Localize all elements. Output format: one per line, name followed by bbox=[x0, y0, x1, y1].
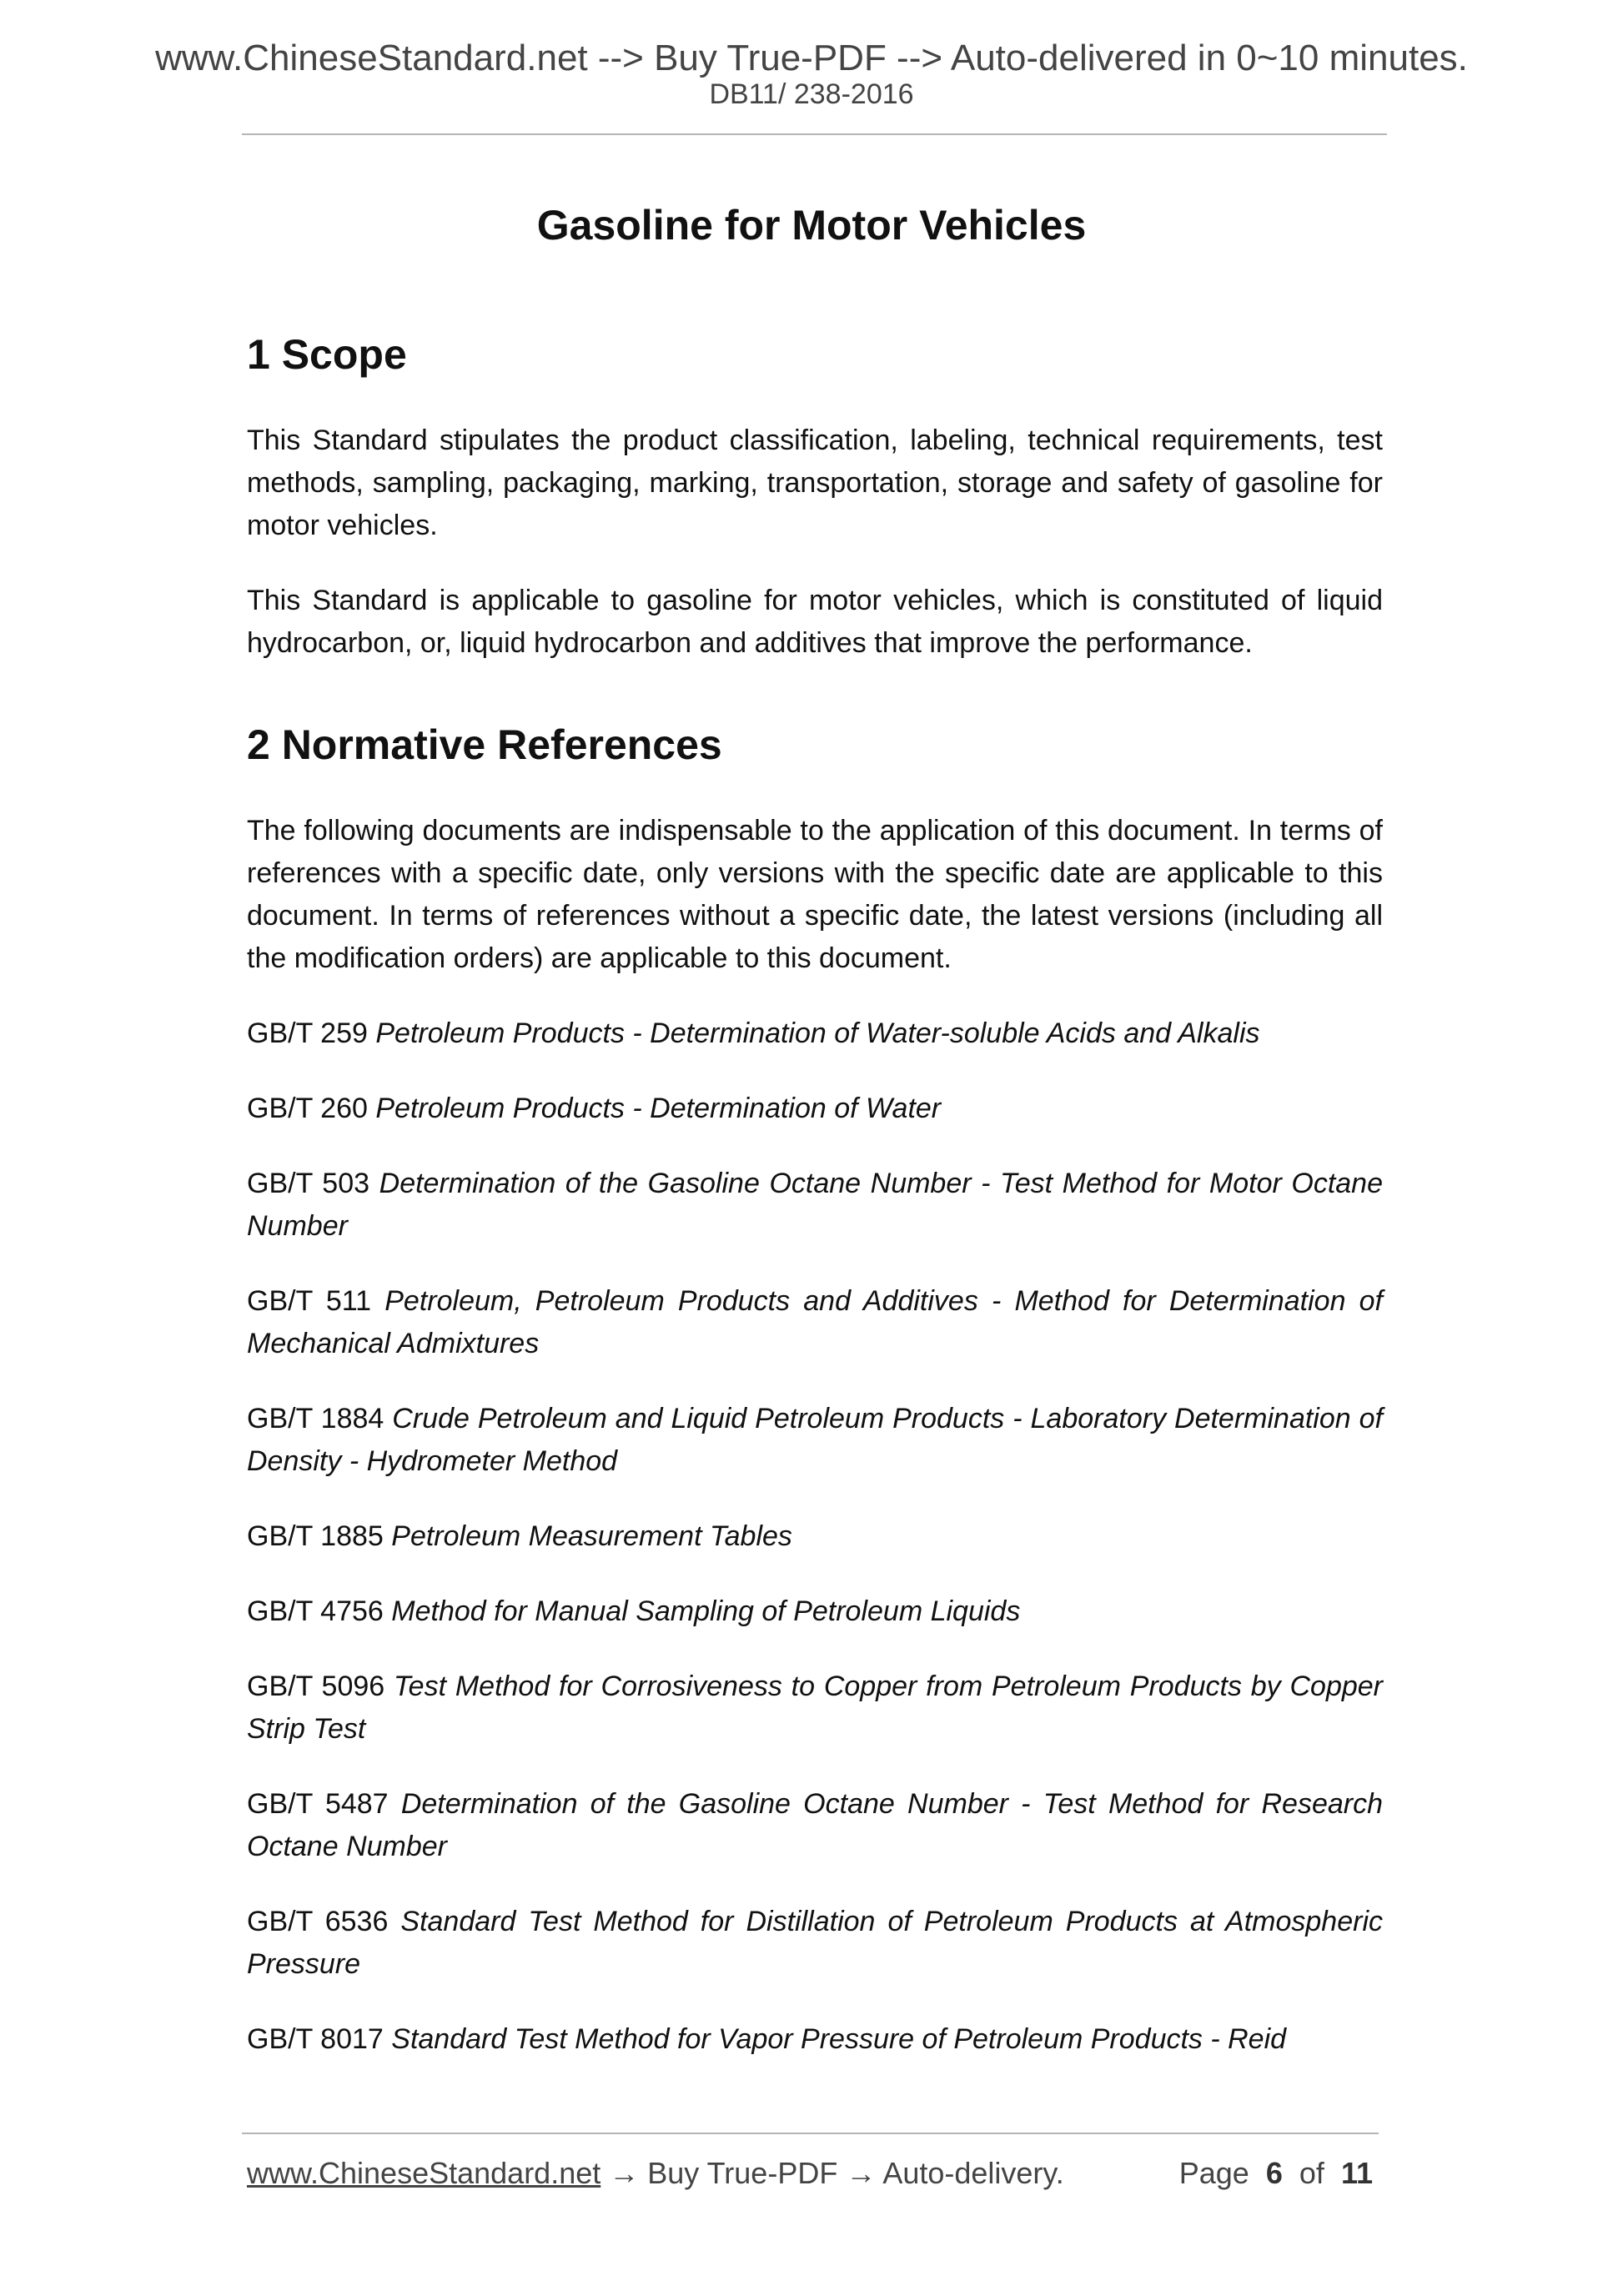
reference-title: Standard Test Method for Vapor Pressure of Petroleum Products - Reid bbox=[391, 2023, 1287, 2055]
page-title: Gasoline for Motor Vehicles bbox=[536, 202, 1087, 249]
scope-paragraph: This Standard is applicable to gasoline for motor vehicles, which is constituted of liquid hydrocarbon, or, liquid hydrocarbon and additives that improve the performance. bbox=[247, 585, 1383, 659]
reference-code: GB/T 5487 bbox=[247, 1788, 389, 1820]
reference-code: GB/T 511 bbox=[247, 1285, 372, 1317]
reference-title: Determination of the Gasoline Octane Number - Test Method for Motor Octane Number bbox=[247, 1168, 1384, 1242]
reference-title: Petroleum Products - Determination of Water bbox=[375, 1093, 942, 1124]
section-heading-normative-references: 2 Normative References bbox=[247, 721, 722, 768]
reference-item bbox=[247, 1901, 1383, 1986]
of-label: of bbox=[1299, 2156, 1324, 2190]
reference-title: Crude Petroleum and Liquid Petroleum Products - Laboratory Determination of Density - Hydrometer Method bbox=[247, 1403, 1383, 1477]
reference-code: GB/T 8017 bbox=[247, 2023, 384, 2055]
reference-code: GB/T 5096 bbox=[247, 1671, 385, 1702]
footer-divider bbox=[242, 2133, 1379, 2134]
page-label: Page bbox=[1178, 2156, 1249, 2190]
reference-title: Petroleum, Petroleum Products and Additives - Method for Determination of Mechanical Admixtures bbox=[247, 1285, 1383, 1359]
reference-item bbox=[247, 1783, 1383, 1868]
reference-item bbox=[247, 1590, 1383, 1633]
reference-title: Petroleum Measurement Tables bbox=[391, 1520, 792, 1552]
page-number: 6 bbox=[1265, 2156, 1283, 2190]
total-pages: 11 bbox=[1340, 2156, 1373, 2190]
reference-item bbox=[247, 1012, 1383, 1055]
reference-title: Test Method for Corrosiveness to Copper from Petroleum Products by Copper Strip Test bbox=[247, 1671, 1383, 1745]
reference-title: Method for Manual Sampling of Petroleum Liquids bbox=[391, 1595, 1021, 1627]
document-id: DB11/ 238-2016 bbox=[709, 78, 914, 110]
reference-code: GB/T 4756 bbox=[247, 1595, 384, 1627]
footer-left bbox=[247, 2155, 1064, 2191]
reference-code: GB/T 260 bbox=[247, 1093, 368, 1124]
reference-title: Determination of the Gasoline Octane Number - Test Method for Research Octane Number bbox=[247, 1788, 1383, 1862]
reference-code: GB/T 259 bbox=[247, 1017, 368, 1049]
document-body bbox=[247, 329, 1383, 2093]
reference-item bbox=[247, 2018, 1383, 2061]
reference-title: Standard Test Method for Distillation of Petroleum Products at Atmospheric Pressure bbox=[247, 1906, 1384, 1980]
reference-item bbox=[247, 1088, 1383, 1130]
reference-title: Petroleum Products - Determination of Water-soluble Acids and Alkalis bbox=[375, 1017, 1260, 1049]
top-banner: www.ChineseStandard.net --> Buy True-PDF --> Auto-delivered in 0~10 minutes. bbox=[155, 38, 1468, 78]
reference-code: GB/T 6536 bbox=[247, 1906, 389, 1937]
reference-item bbox=[247, 1665, 1383, 1751]
header-divider bbox=[242, 133, 1387, 135]
site-link[interactable]: www.ChineseStandard.net bbox=[247, 2156, 601, 2190]
reference-item bbox=[247, 1280, 1383, 1365]
reference-item bbox=[247, 1398, 1383, 1483]
footer-tagline: → Buy True-PDF → Auto-delivery. bbox=[600, 2156, 1064, 2190]
reference-item bbox=[247, 1515, 1383, 1558]
references-intro: The following documents are indispensable to the application of this document. In terms of references with a specific date, only versions with the specific date are applicable to this document. In terms of references without a specific date, the latest versions (including all the modification orders) are applicable to this document. bbox=[247, 815, 1383, 974]
reference-code: GB/T 503 bbox=[247, 1168, 370, 1199]
reference-code: GB/T 1884 bbox=[247, 1403, 384, 1434]
scope-paragraph: This Standard stipulates the product classification, labeling, technical requirements, test methods, sampling, packaging, marking, transportation, storage and safety of gasoline for motor vehicles. bbox=[247, 425, 1383, 541]
section-heading-scope: 1 Scope bbox=[247, 331, 407, 378]
reference-code: GB/T 1885 bbox=[247, 1520, 384, 1552]
reference-item bbox=[247, 1163, 1383, 1248]
page-indicator bbox=[1179, 2155, 1373, 2191]
